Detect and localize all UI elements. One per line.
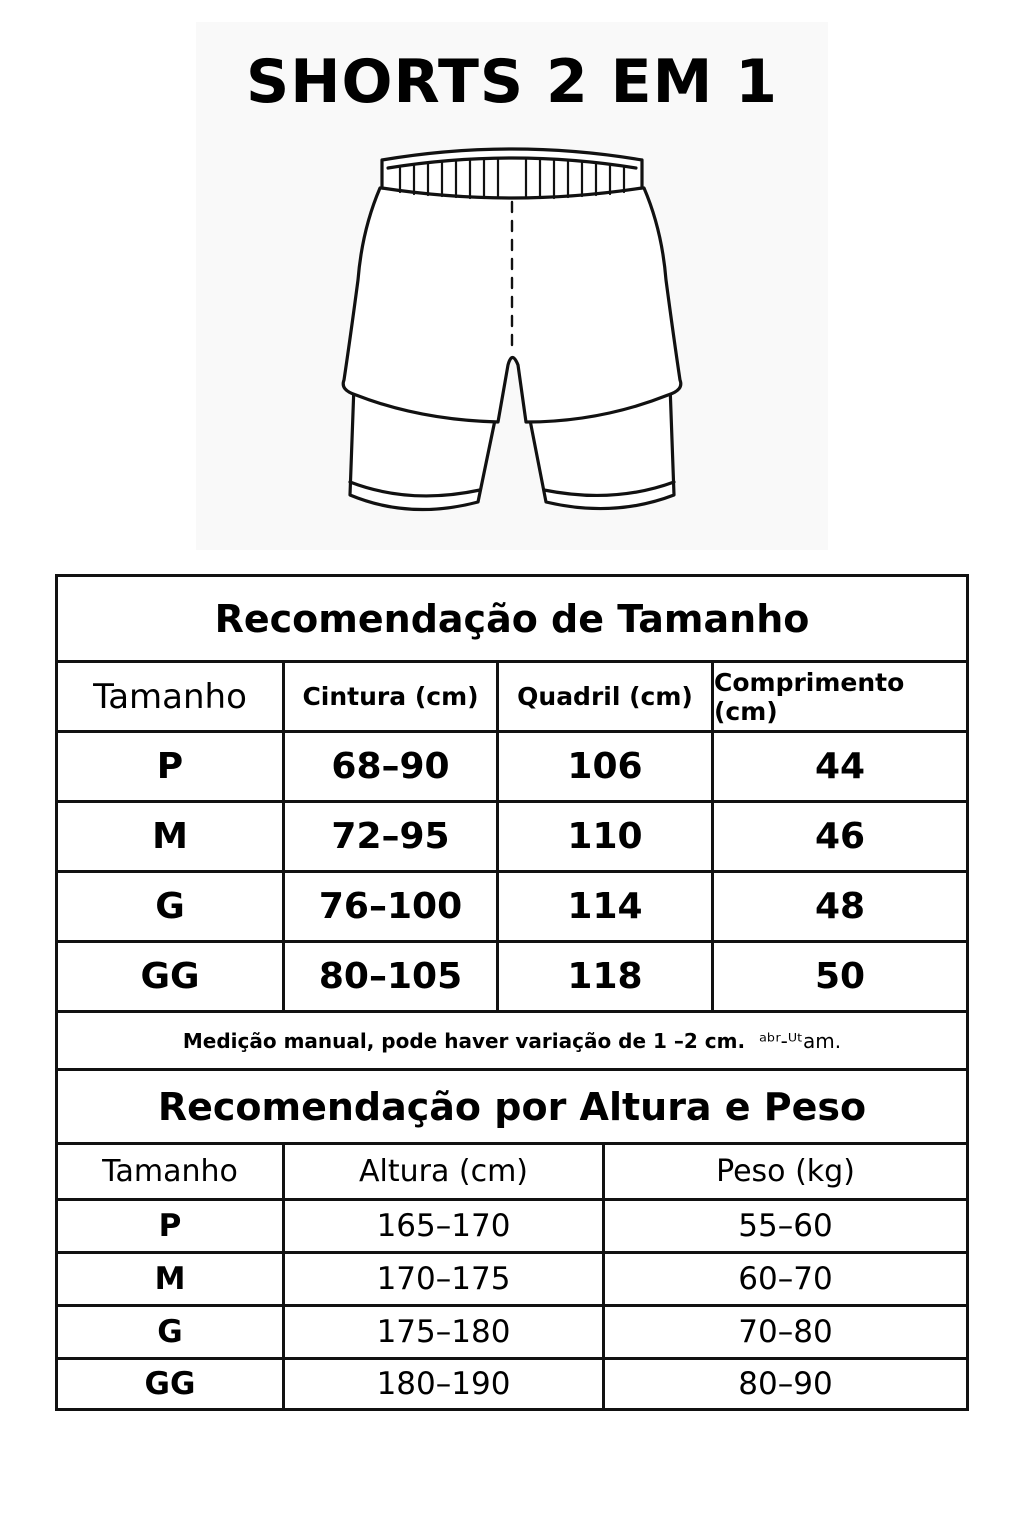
waist-cell: 76–100 bbox=[285, 873, 499, 940]
height-cell: 180–190 bbox=[285, 1360, 605, 1408]
hip-cell: 110 bbox=[499, 803, 714, 870]
waist-cell: 80–105 bbox=[285, 943, 499, 1010]
hip-cell: 114 bbox=[499, 873, 714, 940]
size-table-title: Recomendação de Tamanho bbox=[214, 596, 810, 641]
table-row bbox=[58, 1201, 966, 1254]
measurement-note-text: Medição manual, pode haver variação de 1 –2 cm. bbox=[182, 1028, 746, 1053]
table-row bbox=[58, 1307, 966, 1360]
shorts-illustration bbox=[330, 140, 694, 530]
table-row bbox=[58, 943, 966, 1013]
length-cell: 48 bbox=[814, 886, 866, 927]
length-cell: 44 bbox=[814, 746, 866, 787]
size-table-title-row bbox=[58, 577, 966, 663]
size-chart bbox=[55, 574, 969, 1411]
size-cell: M bbox=[58, 1254, 285, 1304]
header-tamanho: Tamanho bbox=[58, 1145, 285, 1198]
size-cell: M bbox=[58, 803, 285, 870]
header-tamanho: Tamanho bbox=[58, 663, 285, 730]
table-row bbox=[58, 873, 966, 943]
measurement-note-row bbox=[58, 1013, 966, 1071]
size-cell: G bbox=[58, 1307, 285, 1357]
weight-cell: 80–90 bbox=[738, 1366, 833, 1402]
table-row bbox=[58, 1254, 966, 1307]
height-weight-header-row bbox=[58, 1145, 966, 1201]
header-comprimento: Comprimento (cm) bbox=[714, 667, 905, 726]
header-altura: Altura (cm) bbox=[285, 1145, 605, 1198]
hip-cell: 118 bbox=[499, 943, 714, 1010]
size-cell: GG bbox=[58, 1360, 285, 1408]
hip-cell: 106 bbox=[499, 733, 714, 800]
size-cell: P bbox=[58, 1201, 285, 1251]
measurement-note-tail: ᵃᵇʳ-ᵁᵗam. bbox=[759, 1028, 842, 1053]
table-row bbox=[58, 733, 966, 803]
height-weight-title-row bbox=[58, 1071, 966, 1145]
size-table-header-row bbox=[58, 663, 966, 733]
size-cell: P bbox=[58, 733, 285, 800]
height-cell: 165–170 bbox=[285, 1201, 605, 1251]
weight-cell: 55–60 bbox=[738, 1208, 833, 1244]
waist-cell: 68–90 bbox=[285, 733, 499, 800]
weight-cell: 70–80 bbox=[738, 1314, 833, 1350]
length-cell: 50 bbox=[814, 956, 866, 997]
measurement-note bbox=[58, 1013, 966, 1068]
header-quadril: Quadril (cm) bbox=[499, 663, 714, 730]
length-cell: 46 bbox=[814, 816, 866, 857]
table-row bbox=[58, 803, 966, 873]
table-row bbox=[58, 1360, 966, 1408]
height-weight-title: Recomendação por Altura e Peso bbox=[157, 1084, 867, 1129]
size-cell: GG bbox=[58, 943, 285, 1010]
header-peso: Peso (kg) bbox=[716, 1154, 855, 1189]
waist-cell: 72–95 bbox=[285, 803, 499, 870]
height-cell: 175–180 bbox=[285, 1307, 605, 1357]
header-cintura: Cintura (cm) bbox=[285, 663, 499, 730]
size-cell: G bbox=[58, 873, 285, 940]
height-cell: 170–175 bbox=[285, 1254, 605, 1304]
product-title: SHORTS 2 EM 1 bbox=[246, 47, 778, 117]
weight-cell: 60–70 bbox=[738, 1261, 833, 1297]
